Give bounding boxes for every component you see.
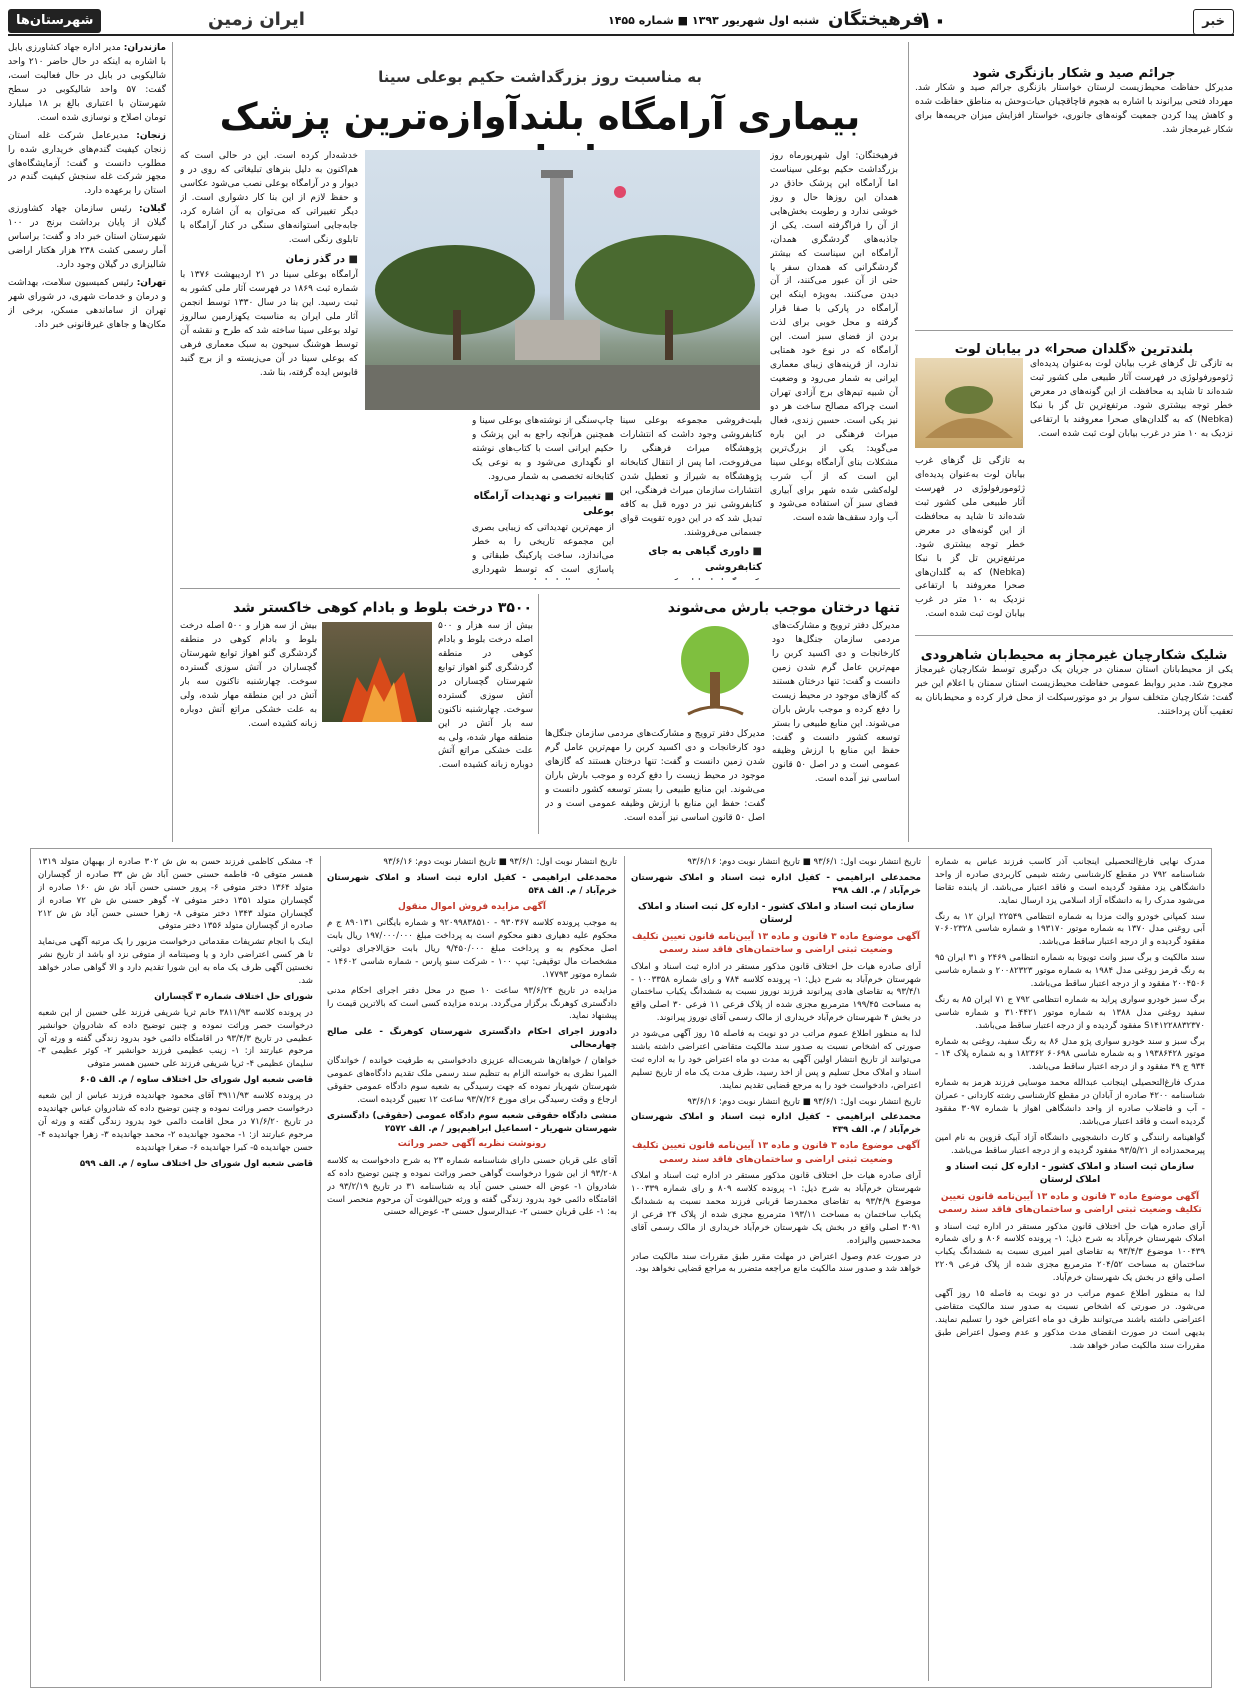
sidebar-item-head: مازندران: xyxy=(123,43,166,53)
ad-text: لذا به منظور اطلاع عموم مراتب در دو نوبت به فاصله ۱۵ روز آگهی می‌شود در صورتی که اشخاص نسبت به صدور سند مالکیت متقاضی اعتراضی داشته باشند می‌توانند از تاریخ انتشار اولین آگهی به مدت دو ماه اعتراض خود را به اداره ثبت اسناد و املاک محل تسلیم و پس از اخذ رسید، ظرف مدت یک ماه از تاریخ تسلیم اعتراض، دادخواست خود را به مرجع قضایی تقدیم نمایند. xyxy=(631,1029,921,1091)
fire-headline: ۳۵۰۰ درخت بلوط و بادام کوهی خاکستر شد xyxy=(232,600,532,616)
ad-signature: محمدعلی ابراهیمی - کفیل اداره ثبت اسناد و املاک شهرستان خرم‌آباد / م. الف ۴۳۹ xyxy=(631,1112,921,1136)
ad-signature: محمدعلی ابراهیمی - کفیل اداره ثبت اسناد و املاک شهرستان خرم‌آباد / م. الف ۵۴۸ xyxy=(327,872,617,896)
main-paragraph: بلیت‌فروشی مجموعه بوعلی سینا کتابفروشی وجود داشت که انتشارات پژوهشگاه میراث فرهنگی را می‌فروخت، اما پس از انتقال کتابخانه پژوهشگاه به شیراز و تعطیل شدن انتشارات سازمان میراث فرهنگی، این کتابفروشی نیز در دوره قبل به کافه تبدیل شد که در این دوره تقویت قوای جسمانی می‌فروشند. xyxy=(620,416,762,538)
main-paragraph: خدشه‌دار کرده است. این در حالی است که هم‌اکنون به دلیل بنرهای تبلیغاتی که روی در و دیوار و در آرامگاه بوعلی نصب می‌شود عکاسی و حفظ لازم از این بنا کار دشواری است. از دیگر تغییراتی که می‌توان به آن اشاره کرد، جابه‌جایی استوانه‌های سنگی در کنار آرامگاه با تابلوی رنگی است. xyxy=(180,151,358,245)
sidebar-item-head: گیلان: xyxy=(138,204,166,215)
main-paragraph: آرامگاه بوعلی سینا در ۲۱ اردیبهشت ۱۳۷۶ با شماره ثبت ۱۸۶۹ در فهرست آثار ملی کشور به ثبت رسید. این بنا در سال ۱۳۳۰ توسط انجمن آثار ملی ایران به مناسبت یکهزارمین سالروز تولد بوعلی سینا ساخته شد که طرح و نقشه آن توسط هوشنگ سیحون به سبک معماری فرهی که بوعلی سینا در آن می‌زیسته و از برج گنبد قابوس ایده گرفته، بنا شد. xyxy=(180,270,358,378)
main-col-4 xyxy=(180,150,358,580)
sidebar-item-text: مدیر اداره جهاد کشاورزی بابل با اشاره به اینکه در حال حاضر ۲۱۰ واحد شالیکوبی در بابل در حال فعالیت است، گفت: ۵۷ واحد شالیکوبی در سطح شهرستان با اعتباری بالغ بر ۱۸ میلیارد تومان اصلاح و نوسازی شده است. xyxy=(8,43,166,123)
main-paragraph: از مهم‌ترین تهدیداتی که زیبایی بصری این مجموعه تاریخی را به خطر می‌اندازد، ساخت پارکینگ طبقاتی و پاساژی است که توسط شهرداری xyxy=(472,522,614,575)
ad-heading: آگهی موضوع ماده ۳ قانون و ماده ۱۳ آیین‌نامه قانون تعیین تکلیف وضعیت ثبتی اراضی و ساختمان‌های فاقد سند رسمی xyxy=(632,1141,920,1165)
ad-dates: تاریخ انتشار نوبت اول: ۹۳/۶/۱ ■ تاریخ انتشار نوبت دوم: ۹۳/۶/۱۶ xyxy=(383,857,617,867)
column-divider xyxy=(908,42,909,842)
lut-text xyxy=(1030,358,1233,628)
column-divider xyxy=(320,856,321,1681)
dug-headline: جرائم صید و شکار بازنگری شود xyxy=(972,66,1176,81)
ad-signature: محمدعلی ابراهیمی - کفیل اداره ثبت اسناد و املاک شهرستان خرم‌آباد / م. الف ۴۹۸ xyxy=(631,872,921,896)
sidebar-item xyxy=(8,130,166,200)
lut-text-2 xyxy=(915,455,1025,625)
story-divider xyxy=(915,635,1233,636)
section-title: ایران زمین xyxy=(208,9,305,30)
story-divider xyxy=(915,330,1233,331)
ad-text: در پرونده کلاسه ۳۹۱۱/۹۳ آقای محمود جهاندیده فرزند عباس از این شعبه درخواست حصر وراثت نموده و چنین توضیح داده که شادروان عباس جهاندیده در تاریخ ۷۱/۶/۲۰ در محل اقامت دائمی خود بدرود زندگی گفته و ورثه آن مرحوم عبارتند از: ۱- محمود جهاندیده ۲- محمد جهاندیده ۳- زهرا جهاندیده ۴- حسن جهاندیده ۵- کبرا جهاندیده ۶- صغرا جهاندیده xyxy=(38,1091,313,1153)
trees-paragraph: مدیرکل دفتر ترویج و مشارکت‌های مردمی سازمان جنگل‌ها دود کارخانجات و دی اکسید کربن را مهم‌ترین عامل گرم شدن زمین دانست و گفت: تنها درختان هستند که گازهای موجود در محیط زیست را دفع کرده و موجب بارش باران می‌شوند. این منابع طبیعی را بستر توسعه کشور دانست و گفت: حفظ این منابع با ارزش وظیفه عمومی است و در اصل ۵۰ قانون اساسی نیز آمده است. xyxy=(545,729,765,823)
masthead xyxy=(8,6,1234,36)
ad-signature: دادورز اجرای احکام دادگستری شهرستان کوهرنگ - علی صالح چهارمحالی xyxy=(327,1027,617,1051)
ad-text: در صورت عدم وصول اعتراض در مهلت مقرر طبق مقررات سند مالکیت صادر خواهد شد و صدور سند مالکیت مانع مراجعه متضرر به مراجع قضایی نخواهد بود. xyxy=(631,1251,921,1275)
sidebar-item xyxy=(8,277,166,333)
lut-paragraph: به تازگی تل گزهای غرب بیابان لوت به‌عنوان پدیده‌ای ژئومورفولوژی در فهرست آثار طبیعی ملی کشور ثبت شده‌اند تا شاید به محافظت از این گونه‌های در معرض خطر توجه بیشتری شود. مرتفع‌ترین تل گز با نبکا (Nebka) که به گلدان‌های صحرا معروفند با ارتفاعی نزدیک به ۱۰ متر در غرب بیابان لوت ثبت شده است. xyxy=(1030,359,1233,439)
main-paragraph: فرهیختگان: اول شهریورماه روز بزرگداشت حکیم بوعلی سیناست اما آرامگاه این پزشک حاذق در همدان این روزها حال و روز خوشی ندارد و رطوبت بخش‌هایی از آن را فراگرفته است. یکی از جاذبه‌های گردشگری همدان، آرامگاه ابن سیناست که بیشتر گردشگرانی که همدان سفر یا حتی از آن عبور می‌کنند، از آن دیدن می‌کنند. به‌ویژه اینکه این آرامگاه در پارکی با صفا قرار گرفته و محل خوبی برای لذت بردن از فضای سبز است. این آرامگاه که در نوع خود همتایی ندارد، از قرینه‌های زیبای معماری ایرانی به شمار می‌رود و وضعیت آن شبیه تیم‌های برج آزادی تهران است چراکه مصالح ساخت هر دو نیز یکی است. حسین زندی، فعال میراث فرهنگی در این باره می‌گوید: یکی از بزرگ‌ترین مشکلات بنای آرامگاه بوعلی سینا این است که از آب شرب لوله‌کشی شده شهر برای آبیاری فضای سبز آن استفاده می‌شود و آب وارد سقف‌ها شده است. xyxy=(770,151,898,524)
story-divider xyxy=(180,588,900,589)
ad-text: خواهان / خواهان‌ها شریعت‌اله عزیزی دادخواستی به طرفیت خوانده / خواندگان المیرا نظری به خواسته الزام به تنظیم سند رسمی ملک تقدیم دادگاه‌های عمومی شهرستان شهریار نموده که جهت رسیدگی به شعبه سوم دادگاه عمومی حقوقی ارجاع و وقت رسیدگی برای مورخ ۹۳/۷/۲۶ ساعت ۱۲ تعیین گردیده است. xyxy=(327,1056,617,1105)
fire-photo xyxy=(322,622,432,722)
fire-illustration xyxy=(322,622,432,722)
main-paragraph: چاپ‌سنگی از نوشته‌های بوعلی سینا و همچنین هرآنچه راجع به این پزشک و حکیم ایرانی است با کتاب‌های نوشته او نگهداری می‌شود و به نوعی یک کتابخانه تخصصی به شمار می‌رود. xyxy=(472,416,614,482)
lut-paragraph: به تازگی تل گزهای غرب بیابان لوت به‌عنوان پدیده‌ای ژئومورفولوژی در فهرست آثار طبیعی ملی کشور ثبت شده‌اند تا شاید به محافظت از این گونه‌های در معرض خطر توجه بیشتری شود. مرتفع‌ترین تل گز با نبکا (Nebka) که به گلدان‌های صحرا معروفند با ارتفاعی نزدیک به ۱۰ متر در غرب بیابان لوت ثبت شده است. xyxy=(915,456,1025,620)
ad-dates: تاریخ انتشار نوبت اول: ۹۳/۶/۱ ■ تاریخ انتشار نوبت دوم: ۹۳/۶/۱۶ xyxy=(687,857,921,867)
column-divider xyxy=(172,42,173,842)
trees-headline: تنها درختان موجب بارش می‌شوند xyxy=(667,600,900,616)
ad-text: آرای صادره هیات حل اختلاف قانون مذکور مستقر در اداره ثبت اسناد و املاک شهرستان خرم‌آباد به شرح ذیل: ۱- پرونده کلاسه ۸۰۹ و رای شماره ۱۰۰۳۳۹ موضوع ۹۳/۴/۹ به تقاضای محمدرضا قربانی فرزند محمد نسبت به ششدانگ یکباب ساختمان به مساحت ۱۹۳/۱۱ مترمربع مجزی شده از پلاک ۲۴ فرعی از ۳۰۹۱ اصلی واقع در بخش یک شهرستان خرم‌آباد خریداری از مالک رسمی آقای محمدحسین والیزاده. xyxy=(631,1171,921,1246)
column-divider xyxy=(928,856,929,1681)
main-col-3 xyxy=(472,415,614,580)
page-number: ۱۰ xyxy=(918,6,948,34)
subhead-threats: ■ تغییرات و تهدیدات آرامگاه بوعلی xyxy=(472,489,614,520)
mausoleum-illustration xyxy=(365,150,760,410)
ads-column-right xyxy=(935,856,1205,1681)
column-divider xyxy=(538,594,539,834)
sidebar-item-head: تهران: xyxy=(136,278,166,288)
section-tag-right: خبر xyxy=(1193,9,1234,35)
ad-heading: آگهی موضوع ماده ۳ قانون و ماده ۱۳ آیین‌نامه قانون تعیین تکلیف وضعیت ثبتی اراضی و ساختمان‌های فاقد سند رسمی xyxy=(632,931,920,956)
shahrood-paragraph: یکی از محیط‌بانان استان سمنان در جریان یک درگیری توسط شکارچیان غیرمجاز مجروح شد. مدیر روابط عمومی حفاظت محیط‌زیست استان سمنان با اعلام این خبر گفت: شکارچیان متخلف سوار بر دو موتورسیکلت از محل فرار کرده و محیط‌بانان به تعقیب آنان پرداختند. xyxy=(915,665,1233,717)
ad-text: ۴- مشکی کاظمی فرزند حسن به ش ش ۳۰۲ صادره از بهبهان متولد ۱۳۱۹ همسر متوفی ۵- فاطمه حسنی حسن آباد ش ش ۳۳ صادره از گچساران متولد ۱۳۶۴ دختر متوفی ۶- پرور حسنی حسن آباد ش ش ۱۶۰ صادره از گچساران متولد ۱۳۵۱ دختر متوفی ۷- گوهر حسنی ش ش ۷۲ صادره از گچساران متولد ۱۳۴۳ دختر متوفی ۸- زهرا حسنی حسن آباد ش ش ۲۱۲ صادره از گچساران متولد ۱۳۵۶ دختر متوفی xyxy=(38,857,313,932)
lut-headline: بلندترین «گلدان صحرا» در بیابان لوت xyxy=(954,342,1194,357)
ad-signature: قاضی شعبه اول شورای حل اختلاف ساوه / م. الف ۶۰۵ xyxy=(79,1075,313,1086)
main-col-2 xyxy=(620,415,762,580)
ad-heading: رونوشت نظریه آگهی حصر وراثت xyxy=(397,1139,547,1150)
lut-photo xyxy=(915,358,1023,448)
ad-org: سازمان ثبت اسناد و املاک کشور - اداره کل ثبت اسناد و املاک لرستان xyxy=(945,1161,1195,1186)
ad-text: آقای علی قربان حسنی دارای شناسنامه شماره ۲۳ به شرح دادخواست به کلاسه ۹۳/۲۰۸ از این شورا درخواست گواهی حصر وراثت نموده و چنین توضیح داده که شادروان ۱- عوض اله حسنی حسن آباد به شناسنامه ۳۱ در تاریخ ۹۳/۲/۱۹ در اقامتگاه دائمی خود بدرود زندگی گفته و ورثه حین‌الفوت آن مرحوم منحصر است به: ۱- علی قربان حسنی ۲- عبدالرسول حسنی ۳- عوض‌اله حسنی xyxy=(327,1155,617,1218)
ad-text: برگ سبز و سند خودرو سواری پژو مدل ۸۶ به رنگ سفید، روغنی به شماره موتور ۱۹۳۸۶۴۲۸ و به شماره شاسی ۶۰۶۹۸ ۱۸۲۳۶۲ و به شماره پلاک ۱۴ - ۹۳۴ ج ۴۹ مفقود و از درجه اعتبار ساقط می‌باشد. xyxy=(935,1036,1205,1073)
fire-paragraph: بیش از سه هزار و ۵۰۰ اصله درخت بلوط و بادام کوهی در منطقه گردشگری گنو اهواز توابع شهرستان گچساران در آتش سوزی گسترده سوخت. چهارشنبه ناکنون سه بار آتش در این منطقه مهار شده، ولی به علت خشکی مراتع آتش دوباره زبانه کشیده است. xyxy=(180,621,317,729)
subhead-herbal: ■ داوری گیاهی به جای کتابفروشی xyxy=(620,544,762,575)
fire-text-right xyxy=(438,620,533,830)
ads-column-center xyxy=(631,856,921,1681)
ad-text: در پرونده کلاسه ۳۸۱۱/۹۳ خانم ثریا شریفی فرزند علی حسین از این شعبه درخواست حصر وراثت نموده و چنین توضیح داده که شادروان حوانشیر عظیمی در تاریخ ۹۳/۴/۳ در اقامتگاه دائمی خود بدرود زندگی گفته و ورثه آن مرحوم عبارتند از: ۱- زینب عظیمی فرزند حوانشیر ۲- کوثر عظیمی ۳- سلیمان عظیمی ۴- ثریا شریفی فرزند علی حسین همسر متوفی xyxy=(38,1007,313,1070)
ad-text: سند کمپانی خودرو والت مزدا به شماره انتظامی ۲۲۵۴۹ ایران ۱۲ به رنگ آبی روغنی مدل ۱۳۷۰ به شماره موتور ۱۹۳۱۷۰ و شماره شاسی ۷۰۶۰۲۳۲۸ مفقود گردیده و از درجه اعتبار ساقط می‌باشد. xyxy=(935,911,1205,948)
ad-dates: تاریخ انتشار نوبت اول: ۹۳/۶/۱ ■ تاریخ انتشار نوبت دوم: ۹۳/۶/۱۶ xyxy=(687,1096,921,1107)
ad-text: سند مالکیت و برگ سبز وانت تویوتا به شماره انتظامی ۲۴۶۹ و ۳۱ ایران ۹۵ به رنگ قرمز روغنی مدل ۱۹۸۴ به شماره موتور ۲۰۰۸۲۳۲۳ و شماره شاسی ۲۰۰۴۵۰۶ مفقود و از درجه اعتبار ساقط می‌باشد. xyxy=(935,953,1205,990)
main-paragraph xyxy=(620,577,762,580)
ad-text: لذا به منظور اطلاع عموم مراتب در دو نوبت به فاصله ۱۵ روز آگهی می‌شود. در صورتی که اشخاص نسبت به صدور سند مالکیت متقاضی اعتراضی داشته باشند می‌توانند ظرف دو ماه اعتراض خود را تسلیم نمایند. بدیهی است در صورت انقضای مدت مذکور و عدم وصول اعتراض طبق مقررات سند مالکیت صادر خواهد شد. xyxy=(935,1289,1205,1351)
sidebar-provinces xyxy=(8,42,166,832)
ad-text: اینک با انجام تشریفات مقدماتی درخواست مزبور را یک مرتبه آگهی می‌نماید تا هر کسی اعتراضی دارد و یا وصیتنامه از متوفی نزد او باشد از تاریخ نشر نخستین آگهی ظرف یک ماه به این شورا تقدیم دارد و الا گواهی صادر خواهد شد. xyxy=(38,937,313,987)
ad-text: مزایده در تاریخ ۹۳/۶/۲۴ ساعت ۱۰ صبح در محل دفتر اجرای احکام مدنی دادگستری کوهرنگ برگزار می‌گردد. برنده مزایده کسی است که بالاترین قیمت را پیشنهاد نماید. xyxy=(327,985,617,1022)
trees-paragraph: مدیرکل دفتر ترویج و مشارکت‌های مردمی سازمان جنگل‌ها دود کارخانجات و دی اکسید کربن را مهم‌ترین عامل گرم شدن زمین دانست و گفت: تنها درختان هستند که گازهای موجود در محیط زیست را دفع کرده و موجب بارش باران می‌شوند. این منابع طبیعی را بستر توسعه کشور دانست و گفت: حفظ این منابع با ارزش وظیفه عمومی است و در اصل ۵۰ قانون اساسی نیز آمده است. xyxy=(772,621,900,785)
sidebar-item xyxy=(8,203,166,273)
dug-text xyxy=(915,82,1233,327)
ad-signature: شورای حل اختلاف شماره ۳ گچساران xyxy=(154,991,313,1002)
section-tag-left: شهرستان‌ها xyxy=(8,9,101,33)
column-divider xyxy=(624,856,625,1681)
ad-text: مدرک نهایی فارغ‌التحصیلی اینجانب آذر کاسب فرزند عباس به شماره شناسنامه ۷۹۲ در مقطع کارشناسی رشته شیمی کاربردی صادره از واحد دانشگاهی یزد مفقود گردیده است و فاقد اعتبار می‌باشد. از یابنده تقاضا می‌شود مدرک را به دانشگاه آزاد اسلامی یزد ارسال نماید. xyxy=(935,857,1205,906)
ad-heading: آگهی مزایده فروش اموال منقول xyxy=(398,901,546,912)
sidebar-item xyxy=(8,42,166,126)
ads-column-mid xyxy=(327,856,617,1681)
tree-icon xyxy=(668,622,763,722)
shahrood-text xyxy=(915,664,1233,834)
trees-text-left xyxy=(545,728,765,828)
ad-text: آرای صادره هیات حل اختلاف قانون مذکور مستقر در اداره ثبت اسناد و املاک شهرستان خرم‌آباد به شرح ذیل: ۱- پرونده کلاسه ۸۰۶ و رای شماره ۱۰۰۴۳۹ موضوع ۹۳/۴/۳ به تقاضای امیر امیری نسبت به ششدانگ یکباب ساختمان به مساحت ۲۰۴/۵۲ مترمربع مجزی شده از پلاک فرعی ۲۲۰۹ اصلی واقع در بخش یک شهرستان خرم‌آباد. xyxy=(935,1221,1205,1284)
sidebar-item-head: زنجان: xyxy=(136,130,166,141)
ad-text: به موجب پرونده کلاسه ۹۳۰۳۶۷ - ۹۲۰۹۹۸۳۸۵۱۰ و شماره بایگانی ۸۹۰۱۳۱ ج م محکوم علیه دهیاری دهنو محکوم است به پرداخت مبلغ ۱۹۷/۰۰۰/۰۰۰ ریال بابت اصل محکوم به و پرداخت مبلغ ۹/۴۵۰/۰۰۰ ریال بابت حق‌الاجرای دولتی. مشخصات مال توقیفی: تیپ ۱۰۰ - شرکت سنو پارس - شماره شاسی ۱۴۶۰۲ - شماره موتور ۱۷۷۹۳. xyxy=(327,918,617,980)
ad-signature: منشی دادگاه حقوقی شعبه سوم دادگاه عمومی (حقوقی) دادگستری شهرستان شهریار - اسماعیل ابراهیم‌پور / م. الف ۲۵۷۲ xyxy=(327,1110,617,1134)
shahrood-headline: شلیک شکارچیان غیرمجاز به محیط‌بان شاهرودی xyxy=(920,648,1228,663)
ad-heading: آگهی موضوع ماده ۳ قانون و ماده ۱۳ آیین‌نامه قانون تعیین تکلیف وضعیت ثبتی اراضی و ساختمان‌های فاقد سند رسمی xyxy=(938,1191,1202,1216)
sidebar-item-text: مدیرعامل شرکت غله استان زنجان کیفیت گندم‌های خریداری شده را مطلوب دانست و گفت: آزمایشگاه‌های مجهز شرکت غله سنجش کیفیت گندم در استان را برعهده دارد. xyxy=(8,130,166,197)
ad-text: برگ سبز خودرو سواری پراید به شماره انتظامی ۷۹۲ ج ۷۱ ایران ۸۵ به رنگ سفید روغنی مدل ۱۳۸۸ به شماره موتور ۳۱۰۴۴۲۱ و شماره شاسی S۱۴۱۲۲۸۸۳۲۳۷۰ مفقود گردیده و از درجه اعتبار ساقط می‌باشد. xyxy=(935,994,1205,1031)
sidebar-item-text: رئیس سازمان جهاد کشاورزی گیلان از پایان برداشت برنج در ۱۰۰ شهرستان استان خبر داد و گفت: براساس آمار رسمی کشت ۲۳۸ هزار هکتار اراضی شالیزاری در گیلان وجود دارد. xyxy=(8,204,166,271)
main-col-1 xyxy=(770,150,898,580)
ads-column-left xyxy=(38,856,313,1681)
newspaper-logo: فرهیختگان xyxy=(828,9,924,30)
desert-plant-illustration xyxy=(915,358,1023,448)
fire-paragraph: بیش از سه هزار و ۵۰۰ اصله درخت بلوط و بادام کوهی در منطقه گردشگری گنو اهواز توابع شهرستان گچساران در آتش سوزی گسترده سوخت. چهارشنبه ناکنون سه بار آتش در این منطقه مهار شده، ولی به علت خشکی مراتع آتش دوباره زبانه کشیده است. xyxy=(438,621,533,771)
ad-text: گواهینامه رانندگی و کارت دانشجویی دانشگاه آزاد آبیک قزوین به نام امین پیرمحمدزاده از ۹۳/۵/۲۱ مفقود گردیده و از درجه اعتبار ساقط می‌باشد. xyxy=(935,1132,1205,1156)
tree-illustration xyxy=(668,622,763,722)
dug-paragraph: مدیرکل حفاظت محیط‌زیست لرستان خواستار بازنگری جرائم صید و شکار شد. مهرداد فتحی بیرانوند با اشاره به هجوم قاچاقچیان حیات‌وحش به مناطق حفاظت شده و کاهش پیدا کردن جمعیت گونه‌های جانوری، خواستار افزایش میزان جریمه‌ها برای شکار غیرمجاز شد. xyxy=(915,83,1233,135)
trees-text-right xyxy=(772,620,900,830)
ad-text: آرای صادره هیات حل اختلاف قانون مذکور مستقر در اداره ثبت اسناد و املاک شهرستان خرم‌آباد به شرح ذیل: ۱- پرونده کلاسه ۷۸۴ و رای شماره ۱۰۰۳۳۵۸ - ۹۳/۴/۱ به تقاضای هادی پیرانوند فرزند نوروز نسبت به ششدانگ یکباب ساختمان به مساحت ۱۹۹/۴۵ مترمربع مجزی شده از پلاک فرعی ۱۱ فرعی ۳۰ اصلی واقع در بخش ۴ شهرستان خرم‌آباد خریداری از مالک رسمی آقای نوروز پیرانوند. xyxy=(631,961,921,1024)
main-headline: بیماری آرامگاه بلندآوازه‌ترین پزشک xyxy=(219,95,861,138)
main-kicker: به مناسبت روز بزرگداشت حکیم بوعلی سینا xyxy=(378,68,702,86)
ad-org: سازمان ثبت اسناد و املاک کشور - اداره کل ثبت اسناد و املاک لرستان xyxy=(637,901,915,926)
date-issue: شنبه اول شهریور ۱۳۹۳ ■ شماره ۱۴۵۵ xyxy=(608,14,820,27)
ad-signature: قاضی شعبه اول شورای حل اختلاف ساوه / م. الف ۵۹۹ xyxy=(79,1158,313,1169)
mausoleum-photo xyxy=(365,150,760,410)
ad-text: مدرک فارغ‌التحصیلی اینجانب عبدالله محمد موسایی فرزند هرمز به شماره شناسنامه ۴۲۰۰ صادره از آبادان در مقطع کارشناسی رشته کاردانی - عمران - آب و فاضلاب صادره از واحد دانشگاهی اهواز با شماره ۳۰۹۷ مفقود گردیده است و فاقد اعتبار می‌باشد. xyxy=(935,1078,1205,1127)
subhead-history: ■ در گذر زمان xyxy=(180,252,358,268)
sidebar-item-text: رئیس کمیسیون سلامت، بهداشت و درمان و خدمات شهری، در شورای شهر تهران از ساماندهی مسکن، برخی از مکان‌ها و جاهای غیرقانونی خبر داد. xyxy=(8,278,166,330)
fire-text-left xyxy=(180,620,317,830)
